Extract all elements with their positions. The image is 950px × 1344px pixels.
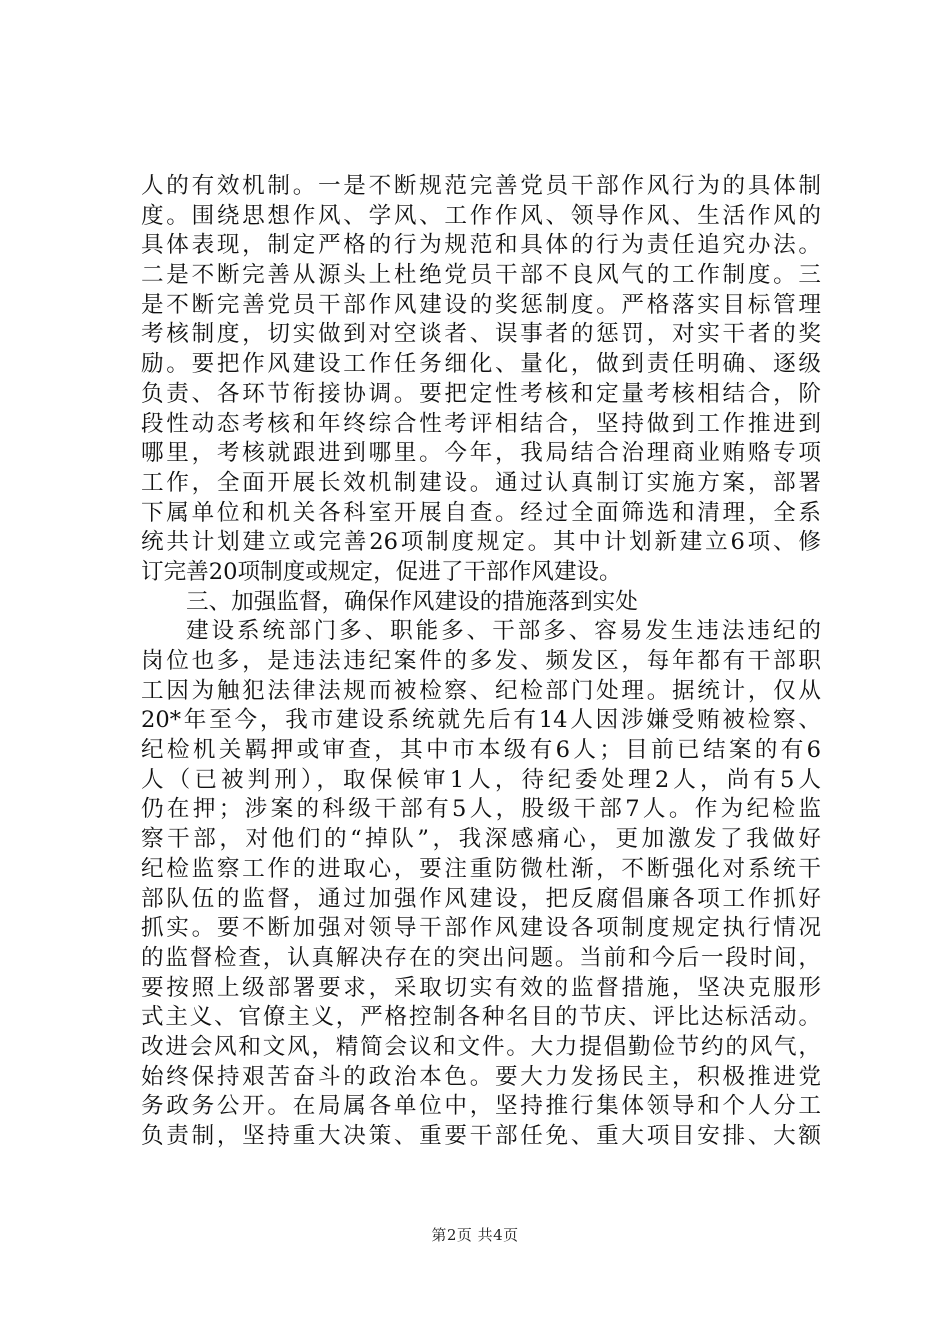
text-line: 哪里，考核就跟进到哪里。今年，我局结合治理商业贿赂专项 xyxy=(141,440,821,467)
text-line: 仍在押；涉案的科级干部有5人，股级干部7人。作为纪检监 xyxy=(141,796,821,823)
text-line: 纪检监察工作的进取心，要注重防微杜渐，不断强化对系统干 xyxy=(141,855,821,882)
text-line: 负责、各环节衔接协调。要把定性考核和定量考核相结合，阶 xyxy=(141,380,821,407)
text-line: 岗位也多，是违法违纪案件的多发、频发区，每年都有干部职 xyxy=(141,648,821,674)
text-line: 建设系统部门多、职能多、干部多、容易发生违法违纪的 xyxy=(186,618,821,645)
body-text xyxy=(141,172,821,1152)
text-line: 考核制度，切实做到对空谈者、误事者的惩罚，对实干者的奖 xyxy=(141,321,821,348)
text-line: 式主义、官僚主义，严格控制各种名目的节庆、评比达标活动。 xyxy=(141,1004,821,1031)
section-heading: 三、加强监督，确保作风建设的措施落到实处 xyxy=(186,588,638,615)
text-line: 下属单位和机关各科室开展自查。经过全面筛选和清理，全系 xyxy=(141,499,821,526)
text-line: 工作，全面开展长效机制建设。通过认真制订实施方案，部署 xyxy=(141,469,821,496)
text-line: 的监督检查，认真解决存在的突出问题。当前和今后一段时间， xyxy=(141,944,821,971)
text-line: 二是不断完善从源头上杜绝党员干部不良风气的工作制度。三 xyxy=(141,262,821,289)
text-line: 始终保持艰苦奋斗的政治本色。要大力发扬民主，积极推进党 xyxy=(141,1063,821,1090)
text-line: 抓实。要不断加强对领导干部作风建设各项制度规定执行情况 xyxy=(141,915,821,942)
text-line: 务政务公开。在局属各单位中，坚持推行集体领导和个人分工 xyxy=(141,1093,821,1120)
text-line: 察干部，对他们的“掉队”，我深感痛心，更加激发了我做好 xyxy=(141,826,821,853)
text-line: 工因为触犯法律法规而被检察、纪检部门处理。据统计，仅从 xyxy=(141,677,821,704)
text-line: 段性动态考核和年终综合性考评相结合，坚持做到工作推进到 xyxy=(141,410,821,437)
text-line: 要按照上级部署要求，采取切实有效的监督措施，坚决克服形 xyxy=(141,974,821,1001)
text-line: 度。围绕思想作风、学风、工作作风、领导作风、生活作风的 xyxy=(141,202,821,229)
text-line: 部队伍的监督，通过加强作风建设，把反腐倡廉各项工作抓好 xyxy=(141,885,821,912)
text-line: 具体表现，制定严格的行为规范和具体的行为责任追究办法。 xyxy=(141,232,821,259)
text-line: 是不断完善党员干部作风建设的奖惩制度。严格落实目标管理 xyxy=(141,291,821,318)
text-line: 统共计划建立或完善26项制度规定。其中计划新建立6项、修 xyxy=(141,529,821,556)
text-line: 改进会风和文风，精简会议和文件。大力提倡勤俭节约的风气， xyxy=(141,1033,821,1060)
text-line: 20*年至今，我市建设系统就先后有14人因涉嫌受贿被检察、 xyxy=(141,707,821,734)
text-line: 负责制，坚持重大决策、重要干部任免、重大项目安排、大额 xyxy=(141,1123,821,1149)
text-line: 励。要把作风建设工作任务细化、量化，做到责任明确、逐级 xyxy=(141,351,821,378)
text-line: 纪检机关羁押或审查，其中市本级有6人；目前已结案的有6 xyxy=(141,737,821,764)
page-footer: 第2页 共4页 xyxy=(431,1226,519,1244)
text-line: 人（已被判刑），取保候审1人，待纪委处理2人，尚有5人 xyxy=(141,766,821,793)
text-line: 订完善20项制度或规定，促进了干部作风建设。 xyxy=(141,558,622,585)
text-line: 人的有效机制。一是不断规范完善党员干部作风行为的具体制 xyxy=(141,173,821,199)
